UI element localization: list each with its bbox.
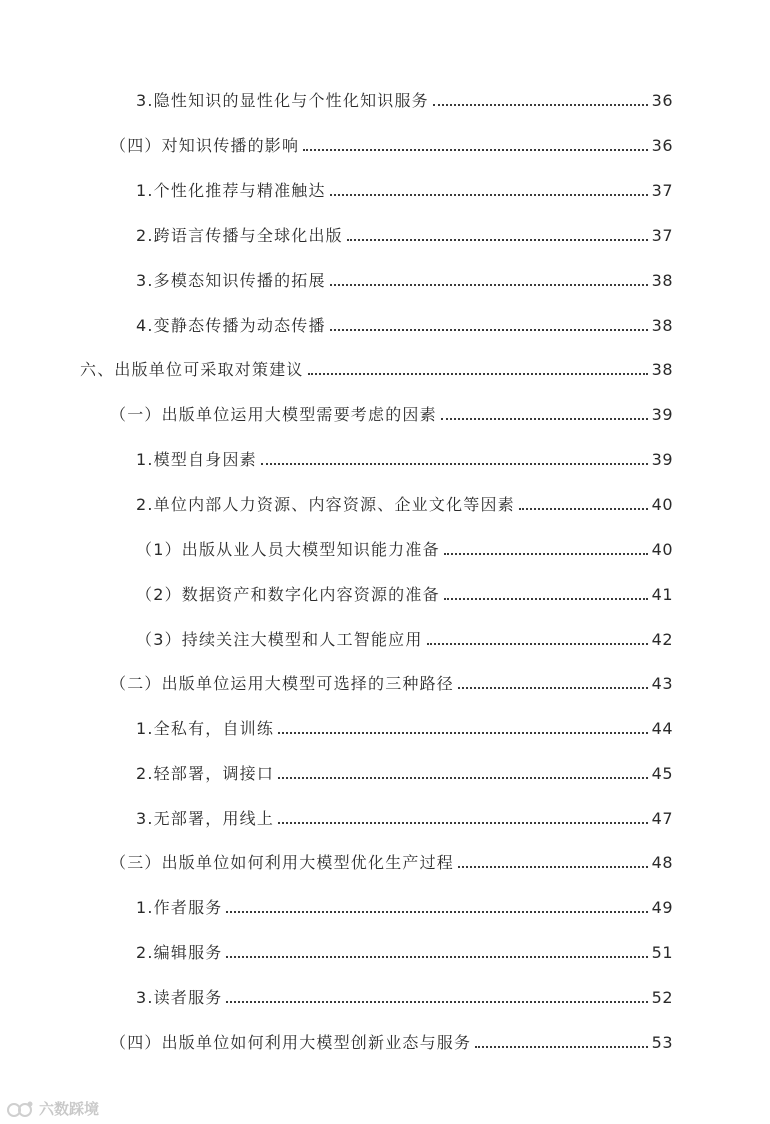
dot-leader bbox=[458, 687, 648, 689]
toc-entry-title: 1.全私有，自训练 bbox=[136, 719, 275, 738]
dot-leader bbox=[458, 866, 648, 868]
dot-leader bbox=[330, 194, 648, 196]
toc-entry-page: 52 bbox=[651, 988, 673, 1007]
toc-entry-page: 42 bbox=[651, 630, 673, 649]
dot-leader bbox=[330, 284, 648, 286]
toc-entry-page: 38 bbox=[651, 316, 673, 335]
dot-leader bbox=[427, 643, 648, 645]
toc-entry-title: 2.轻部署，调接口 bbox=[136, 764, 275, 783]
toc-entry[interactable] bbox=[136, 624, 673, 650]
toc-entry-page: 39 bbox=[651, 450, 673, 469]
toc-entry-page: 36 bbox=[651, 91, 673, 110]
toc-entry-page: 53 bbox=[651, 1033, 673, 1052]
toc-entry-title: 六、出版单位可采取对策建议 bbox=[80, 360, 304, 379]
toc-entry-title: 2.跨语言传播与全球化出版 bbox=[136, 226, 343, 245]
toc-entry-title: （2）数据资产和数字化内容资源的准备 bbox=[136, 585, 440, 604]
toc-entry[interactable] bbox=[136, 489, 673, 515]
dot-leader bbox=[278, 777, 648, 779]
toc-entry-page: 47 bbox=[651, 809, 673, 828]
toc-entry-title: 2.编辑服务 bbox=[136, 943, 223, 962]
watermark bbox=[6, 1098, 99, 1119]
dot-leader bbox=[308, 373, 648, 375]
toc-entry[interactable] bbox=[136, 892, 673, 918]
toc-entry-title: （三）出版单位如何利用大模型优化生产过程 bbox=[110, 853, 455, 872]
dot-leader bbox=[444, 598, 648, 600]
toc-entry[interactable] bbox=[136, 265, 673, 291]
toc-entry-title: （四）对知识传播的影响 bbox=[110, 136, 300, 155]
toc-entry[interactable] bbox=[136, 175, 673, 201]
watermark-text: 六数踩境 bbox=[39, 1100, 100, 1118]
logo-icon bbox=[6, 1100, 36, 1118]
toc-entry-title: 3.读者服务 bbox=[136, 988, 223, 1007]
toc-entry[interactable] bbox=[136, 713, 673, 739]
dot-leader bbox=[433, 104, 648, 106]
toc-entry[interactable] bbox=[110, 130, 673, 156]
toc-entry[interactable] bbox=[136, 937, 673, 963]
toc-entry-page: 44 bbox=[651, 719, 673, 738]
toc-entry-title: （一）出版单位运用大模型需要考虑的因素 bbox=[110, 405, 437, 424]
toc-entry-page: 36 bbox=[651, 136, 673, 155]
toc-entry[interactable] bbox=[110, 1027, 673, 1053]
toc-entry-page: 51 bbox=[651, 943, 673, 962]
toc-entry-title: 4.变静态传播为动态传播 bbox=[136, 316, 326, 335]
dot-leader bbox=[261, 463, 648, 465]
toc-entry-title: 2.单位内部人力资源、内容资源、企业文化等因素 bbox=[136, 495, 515, 514]
toc-entry-title: 3.无部署，用线上 bbox=[136, 809, 275, 828]
toc-entry[interactable] bbox=[136, 534, 673, 560]
toc-entry[interactable] bbox=[136, 85, 673, 111]
toc-entry-title: 1.模型自身因素 bbox=[136, 450, 257, 469]
dot-leader bbox=[226, 1001, 647, 1003]
dot-leader bbox=[441, 418, 648, 420]
toc-entry[interactable] bbox=[110, 847, 673, 873]
toc-entry[interactable] bbox=[136, 444, 673, 470]
dot-leader bbox=[303, 149, 647, 151]
toc-entry[interactable] bbox=[136, 982, 673, 1008]
toc-entry-page: 43 bbox=[651, 674, 673, 693]
toc-entry-page: 40 bbox=[651, 540, 673, 559]
dot-leader bbox=[347, 239, 648, 241]
toc-entry[interactable] bbox=[136, 579, 673, 605]
toc-entry-page: 45 bbox=[651, 764, 673, 783]
dot-leader bbox=[226, 911, 647, 913]
toc-entry[interactable] bbox=[110, 399, 673, 425]
toc-entry-page: 37 bbox=[651, 181, 673, 200]
toc-entry-page: 40 bbox=[651, 495, 673, 514]
toc-entry-title: 1.个性化推荐与精准触达 bbox=[136, 181, 326, 200]
toc-entry-title: 3.隐性知识的显性化与个性化知识服务 bbox=[136, 91, 429, 110]
toc-entry-page: 38 bbox=[651, 271, 673, 290]
toc-entry-page: 48 bbox=[651, 853, 673, 872]
toc-entry-page: 38 bbox=[651, 360, 673, 379]
toc-entry[interactable] bbox=[110, 668, 673, 694]
dot-leader bbox=[278, 822, 648, 824]
toc-entry-page: 37 bbox=[651, 226, 673, 245]
toc-entry-title: 1.作者服务 bbox=[136, 898, 223, 917]
dot-leader bbox=[330, 329, 648, 331]
dot-leader bbox=[278, 732, 648, 734]
toc-entry-page: 39 bbox=[651, 405, 673, 424]
toc-entry-title: （四）出版单位如何利用大模型创新业态与服务 bbox=[110, 1033, 472, 1052]
dot-leader bbox=[226, 956, 647, 958]
dot-leader bbox=[444, 553, 648, 555]
toc-entry-page: 49 bbox=[651, 898, 673, 917]
toc-entry[interactable] bbox=[136, 310, 673, 336]
toc-entry-title: 3.多模态知识传播的拓展 bbox=[136, 271, 326, 290]
toc-entry-page: 41 bbox=[651, 585, 673, 604]
toc-entry[interactable] bbox=[136, 220, 673, 246]
dot-leader bbox=[475, 1046, 647, 1048]
toc-entry-title: （1）出版从业人员大模型知识能力准备 bbox=[136, 540, 440, 559]
toc-entry[interactable] bbox=[136, 758, 673, 784]
toc-entry-title: （二）出版单位运用大模型可选择的三种路径 bbox=[110, 674, 455, 693]
toc-entry-title: （3）持续关注大模型和人工智能应用 bbox=[136, 630, 423, 649]
toc-entry[interactable] bbox=[136, 803, 673, 829]
dot-leader bbox=[519, 508, 648, 510]
toc-entry[interactable] bbox=[80, 354, 673, 380]
